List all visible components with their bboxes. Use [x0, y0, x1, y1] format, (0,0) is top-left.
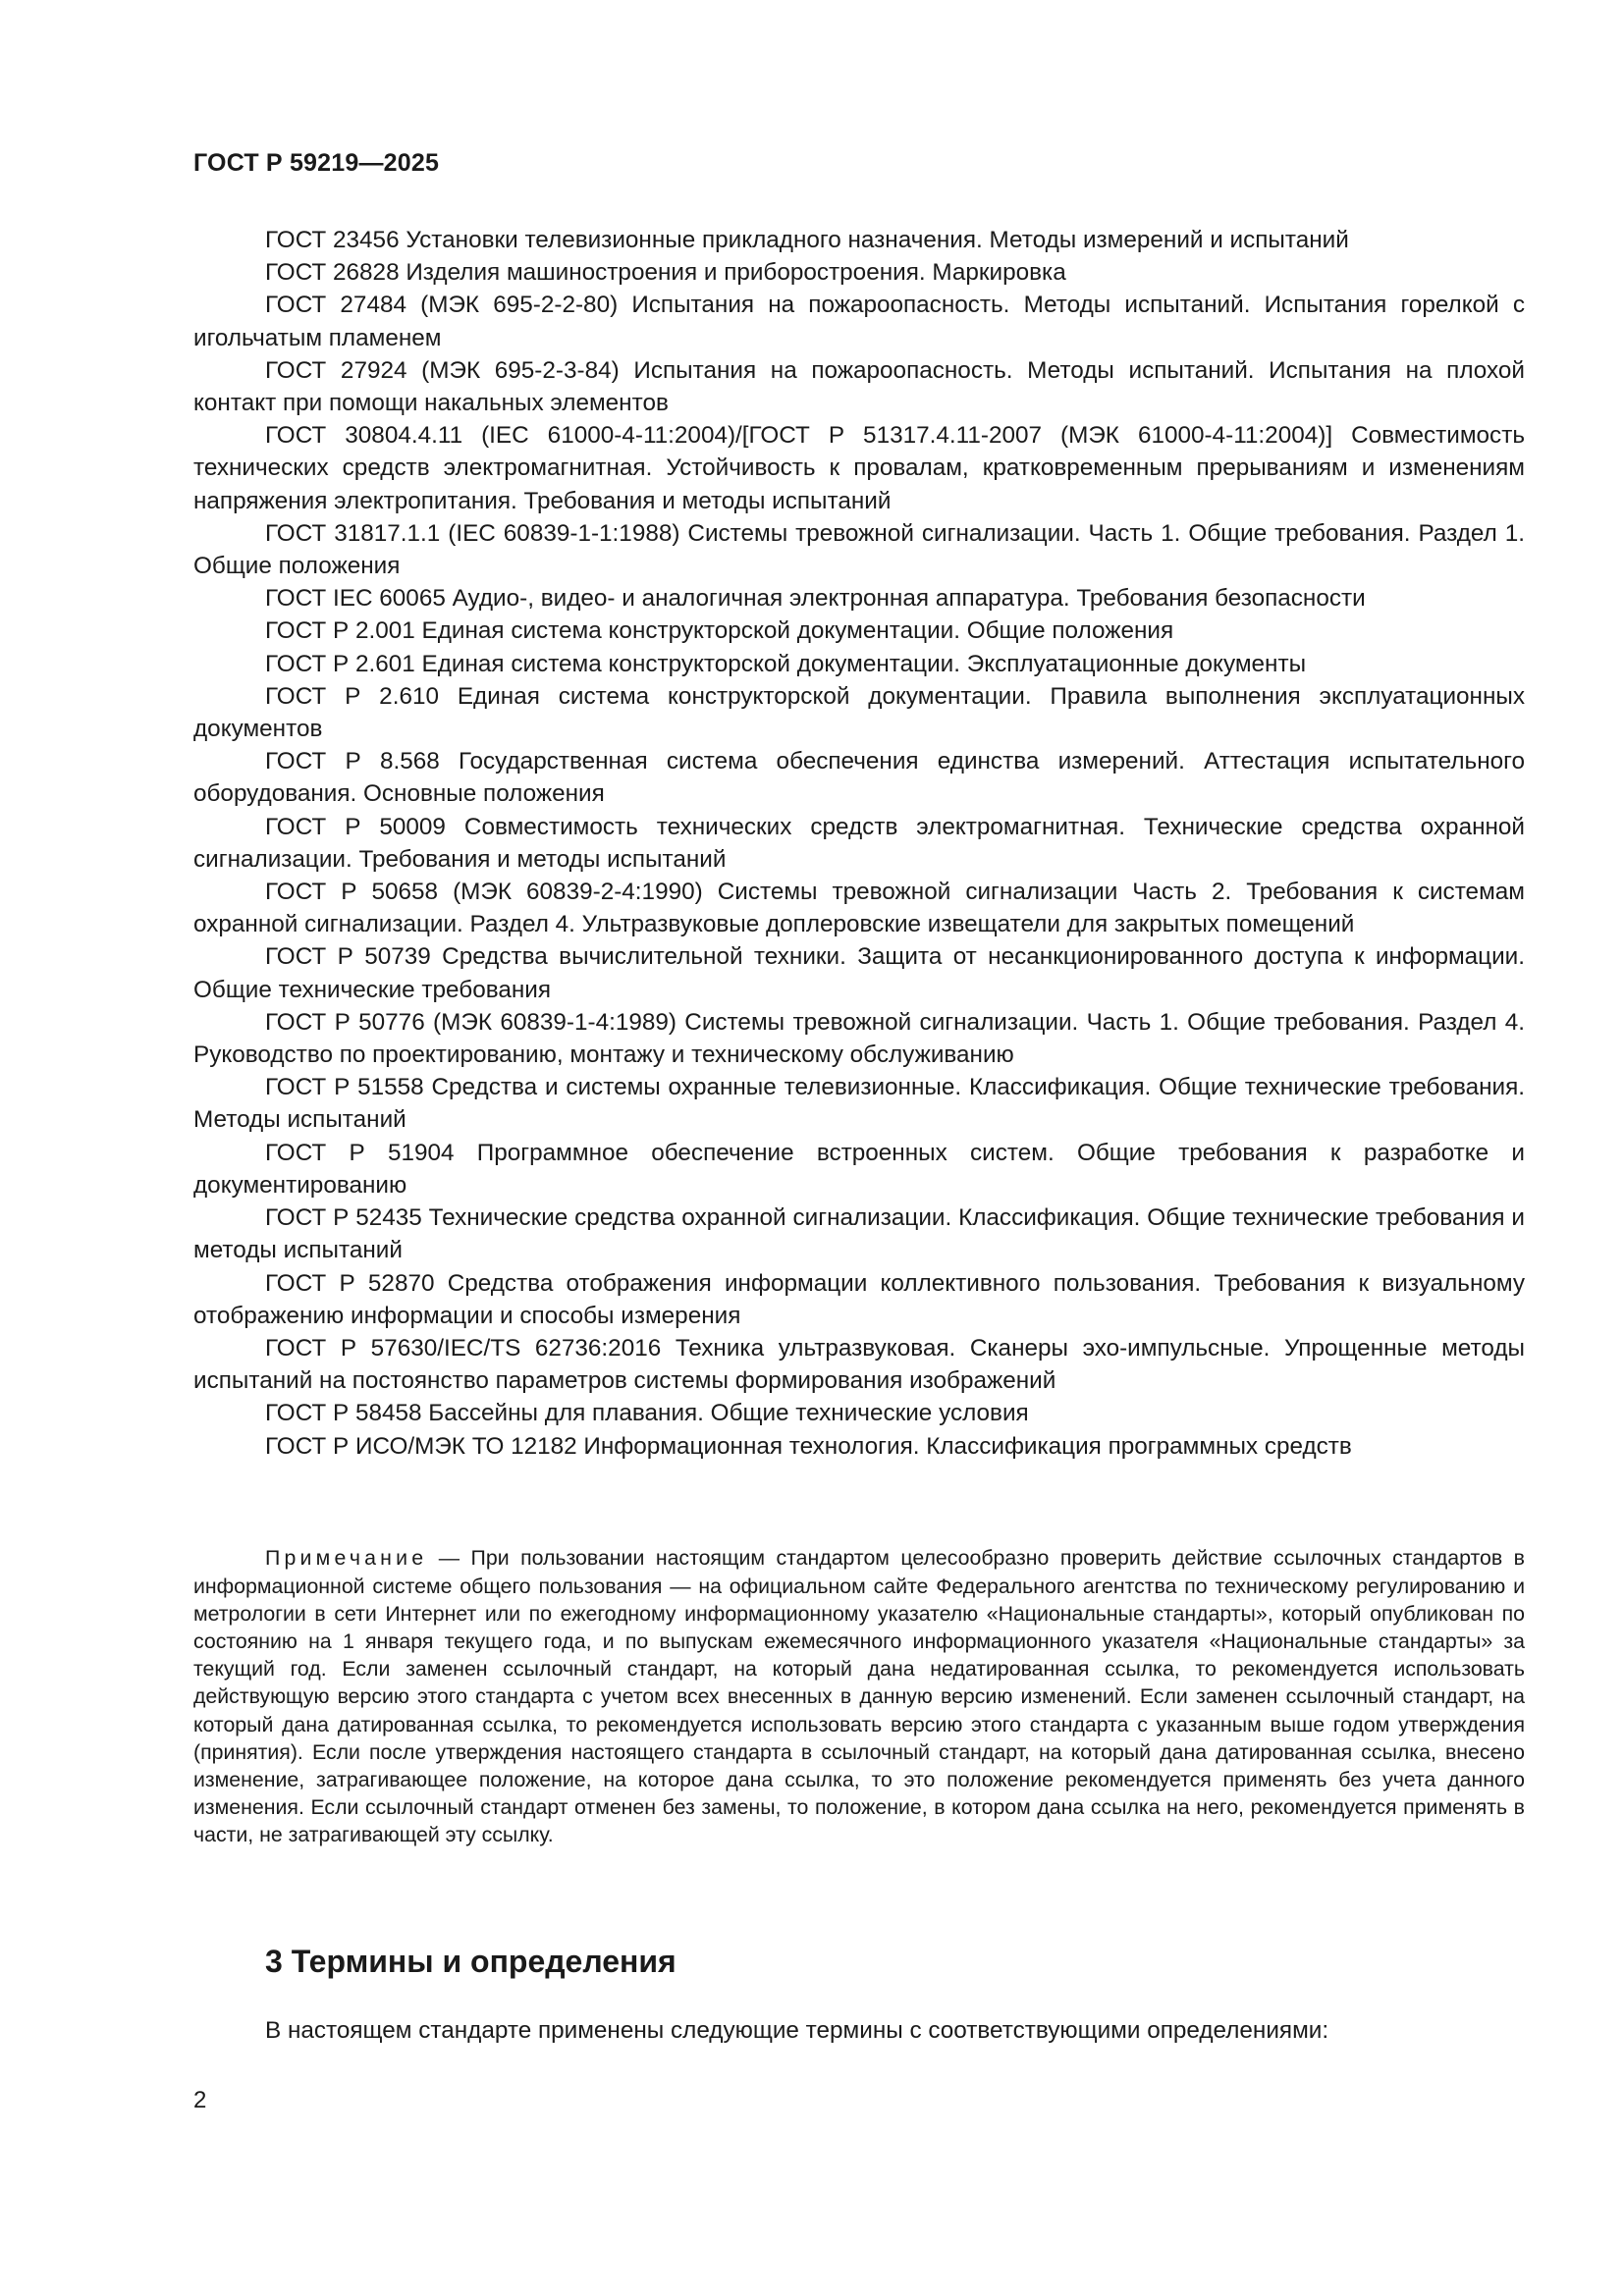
- reference-item: ГОСТ Р 50776 (МЭК 60839-1-4:1989) Системы тревожной сигнализации. Часть 1. Общие требования. Раздел 4. Руководство по проектированию, монтажу и техническому обслуживанию: [193, 1008, 1525, 1069]
- note-label: Примечание: [265, 1546, 428, 1571]
- reference-item: ГОСТ 31817.1.1 (IEC 60839-1-1:1988) Системы тревожной сигнализации. Часть 1. Общие требования. Раздел 1. Общие положения: [193, 519, 1525, 580]
- reference-item: ГОСТ Р 2.601 Единая система конструкторской документации. Эксплуатационные документы: [265, 650, 1307, 677]
- reference-item: ГОСТ Р 2.610 Единая система конструкторской документации. Правила выполнения эксплуатационных документов: [193, 682, 1525, 743]
- reference-item: ГОСТ Р 50009 Совместимость технических средств электромагнитная. Технические средства охранной сигнализации. Требования и методы испытаний: [193, 813, 1525, 873]
- section-intro-text: В настоящем стандарте применены следующие термины с соответствующими определениями:: [265, 2017, 1329, 2044]
- normative-references-list: [193, 224, 1525, 1463]
- reference-item: ГОСТ Р 50739 Средства вычислительной техники. Защита от несанкционированного доступа к информации. Общие технические требования: [193, 943, 1525, 1003]
- reference-item: ГОСТ Р ИСО/МЭК ТО 12182 Информационная технология. Классификация программных средств: [265, 1432, 1352, 1460]
- reference-item: ГОСТ 27484 (МЭК 695-2-2-80) Испытания на пожароопасность. Методы испытаний. Испытания горелкой с игольчатым пламенем: [193, 292, 1525, 351]
- reference-item: ГОСТ Р 2.001 Единая система конструкторской документации. Общие положения: [265, 617, 1174, 645]
- document-header: ГОСТ Р 59219—2025: [193, 149, 440, 177]
- reference-item: ГОСТ IEC 60065 Аудио-, видео- и аналогичная электронная аппаратура. Требования безопасности: [265, 585, 1366, 613]
- page-number: 2: [193, 2087, 207, 2113]
- reference-item: ГОСТ Р 57630/IEC/TS 62736:2016 Техника ультразвуковая. Сканеры эхо-импульсные. Упрощенные методы испытаний на постоянство параметров системы формирования изображений: [193, 1334, 1525, 1395]
- reference-item: ГОСТ 26828 Изделия машиностроения и приборостроения. Маркировка: [265, 259, 1066, 287]
- note-text: — При пользовании настоящим стандартом целесообразно проверить действие ссылочных стандартов в информационной системе общего пользования — на официальном сайте Федерального агентства по техническому регулированию и метрологии в сети Интернет или по ежегодному информационному указателю «Национальные стандарты», который опубликован по состоянию на 1 января текущего года, и по выпускам ежемесячного информационного указателя «Национальные стандарты» за текущий год. Если заменен ссылочный стандарт, на который дана недатированная ссылка, то рекомендуется использовать действующую версию этого стандарта с учетом всех внесенных в данную версию изменений. Если заменен ссылочный стандарт, на который дана датированная ссылка, то рекомендуется использовать версию этого стандарта с указанным выше годом утверждения (принятия). Если после утверждения настоящего стандарта в ссылочный стандарт, на который дана датированная ссылка, внесено изменение, затрагивающее положение, на которое дана ссылка, то это положение рекомендуется применять без учета данного изменения. Если ссылочный стандарт отменен без замены, то положение, в котором дана ссылка на него, рекомендуется применять в части, не затрагивающей эту ссылку.: [193, 1546, 1525, 1847]
- section-heading: 3 Термины и определения: [265, 1944, 677, 1979]
- reference-item: ГОСТ Р 51904 Программное обеспечение встроенных систем. Общие требования к разработке и документированию: [193, 1139, 1525, 1199]
- reference-item: ГОСТ 23456 Установки телевизионные прикладного назначения. Методы измерений и испытаний: [265, 227, 1349, 253]
- reference-item: ГОСТ Р 8.568 Государственная система обеспечения единства измерений. Аттестация испытательного оборудования. Основные положения: [193, 748, 1525, 808]
- reference-note: [193, 1544, 1525, 1848]
- reference-item: ГОСТ Р 50658 (МЭК 60839-2-4:1990) Системы тревожной сигнализации Часть 2. Требования к системам охранной сигнализации. Раздел 4. Ультразвуковые доплеровские извещатели для закрытых помещений: [193, 879, 1525, 938]
- reference-item: ГОСТ Р 52435 Технические средства охранной сигнализации. Классификация. Общие технические требования и методы испытаний: [193, 1204, 1525, 1264]
- reference-item: ГОСТ Р 52870 Средства отображения информации коллективного пользования. Требования к визуальному отображению информации и способы измерения: [193, 1269, 1525, 1329]
- reference-item: ГОСТ Р 58458 Бассейны для плавания. Общие технические условия: [265, 1400, 1029, 1427]
- reference-item: ГОСТ Р 51558 Средства и системы охранные телевизионные. Классификация. Общие технические требования. Методы испытаний: [193, 1074, 1525, 1134]
- reference-item: ГОСТ 30804.4.11 (IEC 61000-4-11:2004)/[ГОСТ Р 51317.4.11-2007 (МЭК 61000-4-11:2004)] Совместимость технических средств электромагнитная. Устойчивость к провалам, кратковременным прерываниям и изменениям напряжения электропитания. Требования и методы испытаний: [193, 422, 1525, 514]
- reference-item: ГОСТ 27924 (МЭК 695-2-3-84) Испытания на пожароопасность. Методы испытаний. Испытания на плохой контакт при помощи накальных элементов: [193, 356, 1525, 417]
